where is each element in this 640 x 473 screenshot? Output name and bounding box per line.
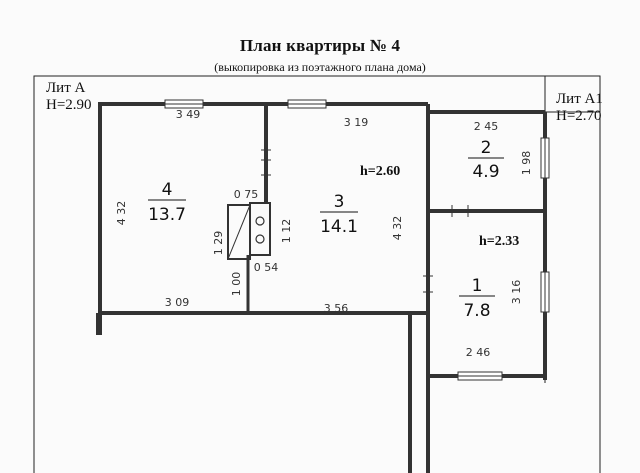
dim-flue-width: 0 54	[253, 261, 279, 274]
lit-a1-name: Лит А1	[556, 91, 603, 107]
dim-room2-width: 2 45	[473, 120, 499, 133]
flue-hole-top	[256, 217, 264, 225]
dim-stove-width: 0 75	[233, 188, 259, 201]
dim-stove-height: 1 29	[212, 230, 225, 256]
room-2-number: 2	[480, 138, 492, 158]
room-2-area: 4.9	[472, 162, 500, 182]
dim-room4-bottom: 3 09	[164, 296, 190, 309]
lit-a-name: Лит А	[46, 80, 86, 96]
flue-hole-bottom	[256, 235, 264, 243]
dim-room3-bottom: 3 56	[323, 302, 349, 315]
room-4-number: 4	[161, 180, 173, 200]
dim-room2-height: 1 98	[520, 150, 533, 176]
dim-room4-height: 4 32	[115, 200, 128, 226]
dim-lower-partition: 1 00	[230, 271, 243, 297]
lit-a-height: H=2.90	[46, 97, 92, 113]
stove-diagonal	[228, 205, 250, 259]
room-3-height: h=2.60	[360, 164, 401, 179]
room-3-number: 3	[333, 192, 345, 212]
dim-room3-width: 3 19	[343, 116, 369, 129]
dim-room1-width: 2 46	[465, 346, 491, 359]
plan-title: План квартиры № 4	[239, 36, 401, 55]
room-1-area: 7.8	[463, 301, 491, 321]
dim-room3-height: 4 32	[391, 215, 404, 241]
stove-flue	[250, 203, 270, 255]
room-4-area: 13.7	[148, 205, 186, 225]
plan-subtitle: (выкопировка из поэтажного плана дома)	[214, 60, 426, 74]
lit-a1-height: H=2.70	[556, 108, 602, 124]
room-1-number: 1	[471, 276, 483, 296]
building-boundary	[34, 76, 600, 473]
dim-flue-height: 1 12	[280, 218, 293, 244]
dim-room1-height: 3 16	[510, 279, 523, 305]
room-3-area: 14.1	[320, 217, 358, 237]
dim-room4-width: 3 49	[175, 108, 201, 121]
room-1-height: h=2.33	[479, 234, 520, 249]
boundary-main	[34, 76, 600, 473]
